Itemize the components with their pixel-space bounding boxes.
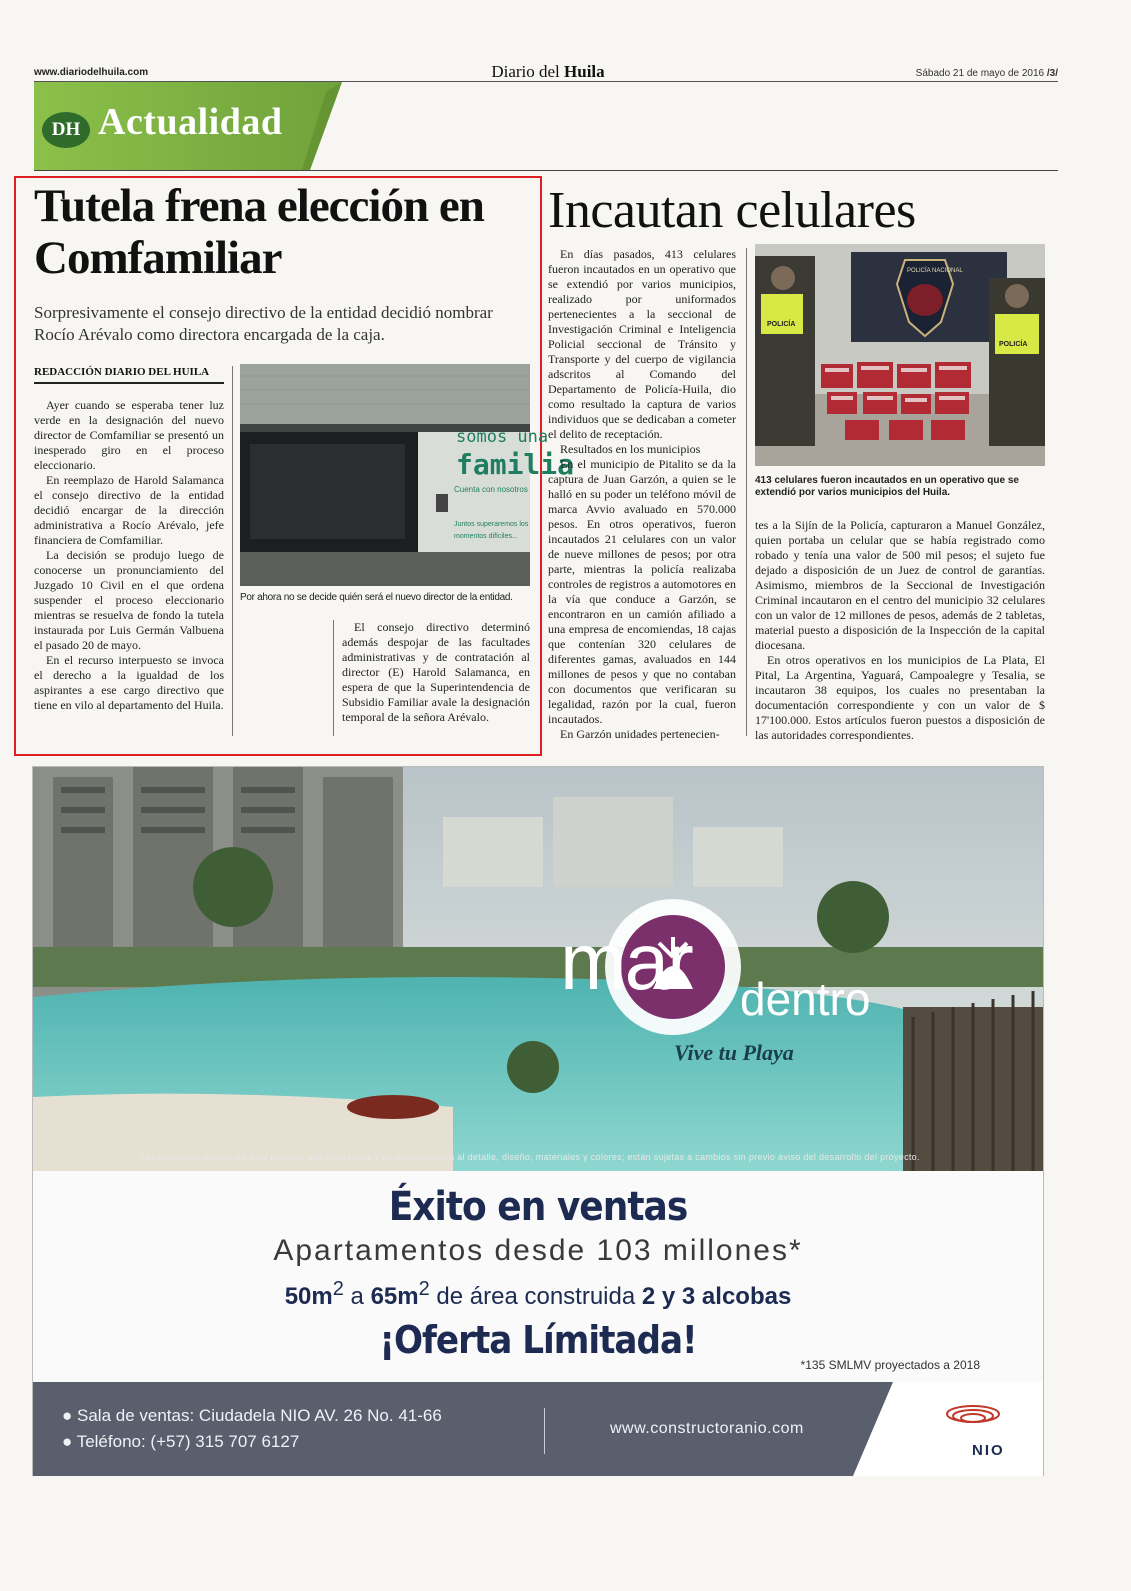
article1-photo <box>240 364 575 586</box>
area-text: de área construida <box>436 1283 636 1310</box>
contact-bar-divider <box>544 1408 545 1454</box>
sign-line: Cuenta con nosotros <box>454 485 528 494</box>
ad-contact-bar <box>33 1382 1043 1476</box>
dh-logo: DH <box>42 112 90 148</box>
masthead <box>468 62 628 82</box>
page-number: /3/ <box>1046 68 1058 79</box>
ad-phone[interactable] <box>62 1432 299 1452</box>
sign-line: somos una <box>456 427 549 447</box>
column-divider <box>232 366 233 736</box>
paragraph: En reemplazo de Harold Salamanca el consejo directivo de la entidad decidió encargar de la dirección administrativa a Rocío Arévalo, jefe financiera de Comfamiliar. <box>34 473 224 547</box>
contact-bar-background <box>33 1382 1043 1476</box>
article1-caption: Por ahora no se decide quién será el nuevo director de la entidad. <box>240 592 513 603</box>
photo-text: POLICÍA NACIONAL <box>907 268 963 274</box>
ad-sales-office <box>62 1406 442 1426</box>
ad-website[interactable]: www.constructoranio.com <box>610 1420 804 1437</box>
phone-number: Teléfono: (+57) 315 707 6127 <box>76 1432 300 1451</box>
section-banner <box>34 82 342 170</box>
ad-brand-mar: mar <box>560 917 692 1006</box>
photo-text: POLICÍA <box>999 341 1028 348</box>
photo-text: POLICÍA <box>767 321 796 328</box>
area-to: 65m <box>370 1283 419 1310</box>
paragraph: En otros operativos en los municipios de La Plata, El Pital, La Argentina, Yaguará, Campoalegre y Tesalia, se incautaron 38 equipos, los cuales no presentaban la documentación correspondiente y con un valor de $ 17'100.000. Estos artículos fueron puestos a disposición de las autoridades correspondientes. <box>755 653 1045 742</box>
article1-column-2 <box>342 620 530 725</box>
article2-caption: 413 celulares fueron incautados en un operativo que se extendió por varios municipios del Huila. <box>755 475 1019 498</box>
paragraph: En el recurso interpuesto se invoca el derecho a la igualdad de los aspirantes a ese cargo directivo que tiene en vilo al departamento del Huila. <box>34 653 224 712</box>
nio-logo-text: NIO <box>972 1442 1005 1459</box>
issue-date: Sábado 21 de mayo de 2016 <box>915 68 1045 79</box>
building-facade-image <box>240 364 575 586</box>
paragraph: Ayer cuando se esperaba tener luz verde en la designación del nuevo director de Comfamiliar se presentó un inesperado giro en el proceso eleccionario. <box>34 398 224 472</box>
ad-offer: ¡Oferta Límitada! <box>379 1318 697 1362</box>
masthead-name: Huila <box>564 62 605 81</box>
location-pin-icon: ● <box>62 1406 73 1425</box>
article2-headline: Incautan celulares <box>548 182 916 239</box>
article2-photo <box>755 244 1045 466</box>
byline-rule <box>34 382 224 384</box>
resort-pool-image <box>33 767 1043 1171</box>
column-divider <box>746 248 747 736</box>
paragraph: En días pasados, 413 celulares fueron incautados en un operativo que se extendió por varios municipios, realizado por uniformados pertenecientes a la seccional de Investigación Criminal e Inteligencia Policial seccional de Tránsito y Transporte y del cuerpo de vigilancia adscritos al Comando del Departamento de Policía-Huila, dio como resultado la captura de varios individuos que se dedicaban a cometer el delito de receptación. <box>548 247 736 441</box>
article1-byline: REDACCIÓN DIARIO DEL HUILA <box>34 366 210 378</box>
article2-column-2 <box>755 518 1045 743</box>
sign-line: Juntos superaremos los <box>454 521 529 528</box>
site-url[interactable]: www.diariodelhuila.com <box>34 67 149 78</box>
ad-brand-dentro: dentro <box>740 973 871 1025</box>
sign-line: familia <box>456 448 575 481</box>
rooms: 2 y 3 alcobas <box>641 1283 792 1310</box>
area-sup: 2 <box>332 1278 344 1300</box>
paragraph: tes a la Sijín de la Policía, capturaron a Manuel González, quien portaba un celular que se había registrado como robado y tenía una valor de 500 mil pesos; el sujeto fue dejado a disposición de un Juez de control de garantías. Asimismo, miembros de la Seccional de Investigación Criminal incautaron en el centro del municipio 32 celulares con un valor de 12 millones de pesos, además de 2 tabletas, material puesto a disposición de la Inspección de la capital diocesana. <box>755 518 1045 652</box>
ad-price-line: Apartamentos desde 103 millones* <box>273 1234 803 1267</box>
subheading: Resultados en los municipios <box>560 442 701 456</box>
article1-lede: Sorpresivamente el consejo directivo de la entidad decidió nombrar Rocío Arévalo como directora encargada de la caja. <box>34 303 493 344</box>
area-join: a <box>350 1283 364 1310</box>
area-from: 50m <box>284 1283 333 1310</box>
paragraph: En Garzón unidades pertenecien- <box>560 727 720 741</box>
section-title: Actualidad <box>98 101 283 143</box>
ad-footnote: *135 SMLMV proyectados a 2018 <box>800 1358 980 1372</box>
article1-column-1 <box>34 398 224 713</box>
sales-address: Sala de ventas: Ciudadela NIO AV. 26 No. 41-66 <box>77 1406 442 1425</box>
ad-area-line <box>33 1278 1043 1311</box>
column-divider <box>333 620 334 736</box>
area-sup: 2 <box>418 1278 430 1300</box>
paragraph: En el municipio de Pitalito se da la captura de Juan Garzón, a quien se le halló en su poder un teléfono móvil de marca Avvio avaluado en 570.000 pesos. En otros operativos, fueron incautados 21 celulares con un valor de nueve millones de pesos; por otra parte, mientras la policía realizaba controles de registros a automotores en la vía que conduce a Garzón, se encontraron en un camión afiliado a una empresa de encomiendas, 18 cajas que contenían 320 celulares de diferentes gamas, avaluados en 144 millones de pesos y que no contaban con documentos que verificaran su legalidad, razón por la cual, fueron incautados. <box>548 457 736 726</box>
ad-resort-render <box>33 767 1043 1171</box>
ad-slogan: Vive tu Playa <box>674 1040 794 1065</box>
police-seizure-image <box>755 244 1045 466</box>
section-rule <box>34 170 1058 171</box>
ad-headline: Éxito en ventas <box>388 1184 688 1230</box>
article1-headline: Tutela frena elección en Comfamiliar <box>34 180 484 284</box>
paragraph: El consejo directivo determinó además despojar de las facultades administrativas y de contratación al director (E) Harold Salamanca, en espera de que la Superintendencia de Subsidio Familiar avale la designación temporal de la señora Arévalo. <box>342 620 530 724</box>
ad-disclaimer: Las imágenes usadas en este material son ilustrativas y no corresponden al detalle, diseño, materiales y colores; están sujetas a cambios sin previo aviso del desarrollo del proyecto. <box>140 1152 920 1162</box>
masthead-prefix: Diario del <box>491 62 560 81</box>
paragraph: La decisión se produjo luego de conocerse un pronunciamiento del Juzgado 10 Civil en el que ordena suspender el proceso eleccionario mientras se resuelva de fondo la tutela instaurada por Luis Germán Valbuena el pasado 20 de mayo. <box>34 548 224 652</box>
phone-icon: ● <box>62 1432 73 1451</box>
article2-column-1 <box>548 247 736 742</box>
date-line <box>880 68 1058 79</box>
sign-line: momentos difíciles... <box>454 533 518 540</box>
